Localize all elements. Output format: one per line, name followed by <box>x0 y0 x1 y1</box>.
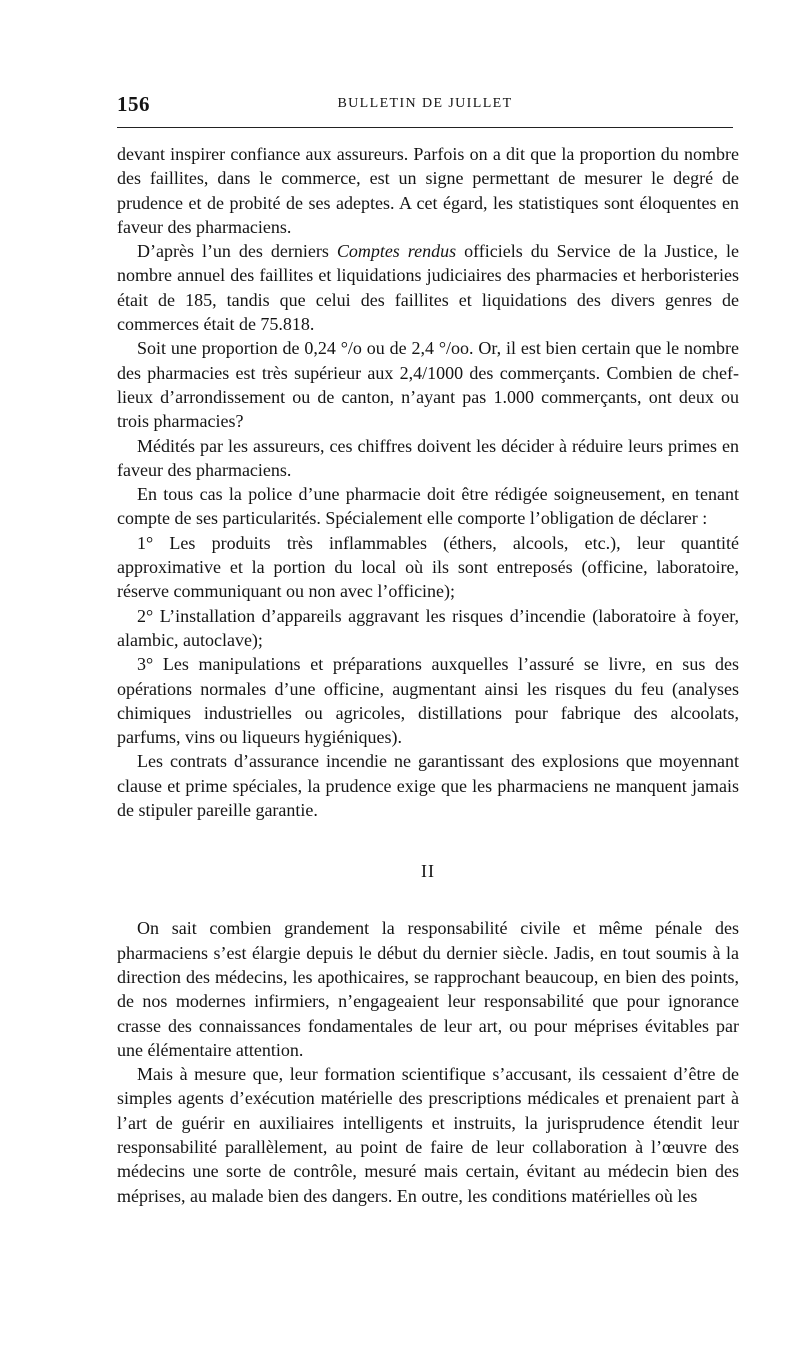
header-rule <box>117 127 733 128</box>
page-header <box>117 92 733 118</box>
paragraph: Mais à mesure que, leur formation scientifique s’accusant, ils cessaient d’être de simples agents d’exécution matérielle des prescriptions médicales et prenaient part à l’art de guérir en auxiliaires intelligents et instruits, la jurisprudence étendit leur responsabilité parallèlement, au point de faire de leur collaboration à l’œuvre des médecins une sorte de contrôle, mesuré mais certain, évitant au médecin bien des méprises, au malade bien des dangers. En outre, les conditions matérielles où les <box>117 1064 739 1206</box>
paragraph: Médités par les assureurs, ces chiffres doivent les décider à réduire leurs primes en faveur des pharmaciens. <box>117 435 739 480</box>
paragraph: D’après l’un des derniers Comptes rendus officiels du Service de la Justice, le nombre annuel des faillites et liquidations judiciaires des pharmacies et herboristeries était de 185, tandis que celui des faillites et liquidations des divers genres de commerces était de 75.818. <box>117 241 739 335</box>
paragraph: Les contrats d’assurance incendie ne garantissant des explosions que moyennant clause et prime spéciales, la prudence exige que les pharmaciens ne manquent jamais de stipuler pareille garantie. <box>117 751 739 821</box>
running-title: BULLETIN DE JUILLET <box>337 96 513 111</box>
paragraph: Soit une proportion de 0,24 °/o ou de 2,4 °/oo. Or, il est bien certain que le nombre des pharmacies est très supérieur aux 2,4/1000 des commerçants. Combien de chef-lieux d’arrondissement ou de canton, n’ayant pas 1.000 commerçants, ont deux ou trois pharmacies? <box>117 338 739 432</box>
paragraph: devant inspirer confiance aux assureurs. Parfois on a dit que la proportion du nombre des faillites, dans le commerce, est un signe permettant de mesurer le degré de prudence et de probité de ses adeptes. A cet égard, les statistiques sont éloquentes en faveur des pharmaciens. <box>117 144 739 237</box>
paragraph: En tous cas la police d’une pharmacie doit être rédigée soigneusement, en tenant compte de ses particularités. Spécialement elle comporte l’obligation de déclarer : <box>117 484 739 529</box>
list-item: 1° Les produits très inflammables (éthers, alcools, etc.), leur quantité approximative et la portion du local où ils sont entreposés (officine, laboratoire, réserve communiquant ou non avec l’officine); <box>117 532 739 602</box>
list-item: 2° L’installation d’appareils aggravant les risques d’incendie (laboratoire à foyer, alambic, autoclave); <box>117 605 739 650</box>
list-item: 3° Les manipulations et préparations auxquelles l’assuré se livre, en sus des opérations normales d’une officine, augmentant ainsi les risques du feu (analyses chimiques industrielles ou agricoles, distillations pour fabrique des alcoolats, parfums, vins ou liqueurs hygiéniques). <box>117 654 739 748</box>
body-text <box>117 142 739 1208</box>
paragraph: On sait combien grandement la responsabilité civile et même pénale des pharmaciens s’est élargie depuis le début du dernier siècle. Jadis, en tout soumis à la direction des médecins, les apothicaires, se rapprochant beaucoup, en bien des points, de nos modernes infirmiers, n’engageaient leur responsabilité que pour ignorance crasse des connaissances fondamentales de leur art, ou pour méprises évitables par une élémentaire attention. <box>117 918 739 1060</box>
page-number: 156 <box>117 92 150 116</box>
section-heading: II <box>421 861 435 882</box>
